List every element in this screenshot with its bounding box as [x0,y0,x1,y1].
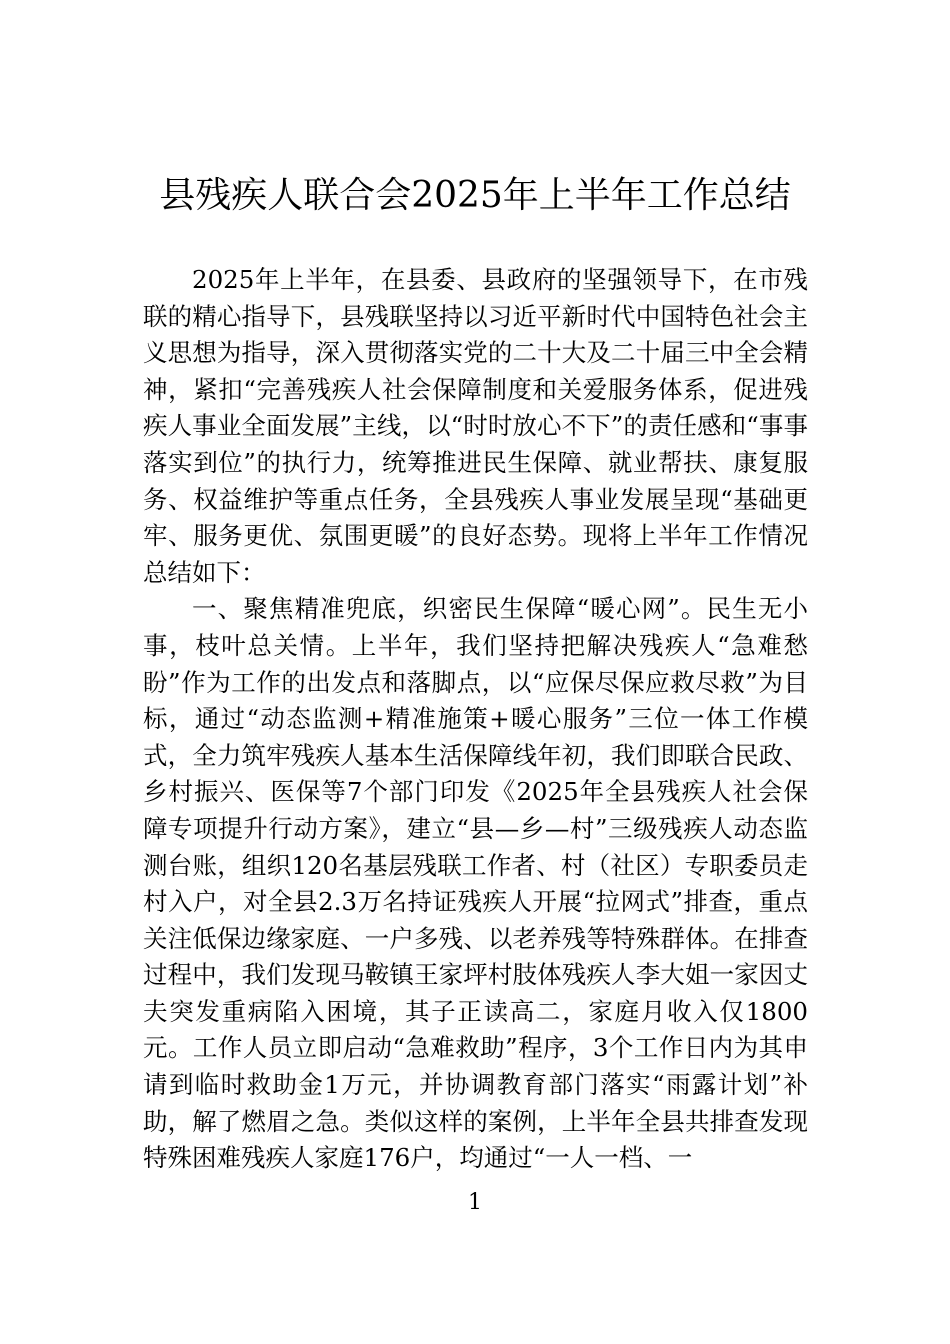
paragraph-intro: 2025年上半年，在县委、县政府的坚强领导下，在市残联的精心指导下，县残联坚持以习近平新时代中国特色社会主义思想为指导，深入贯彻落实党的二十大及二十届三中全会精神，紧扣“完善残疾人社会保障制度和关爱服务体系，促进残疾人事业全面发展”主线，以“时时放心不下”的责任感和“事事落实到位”的执行力，统筹推进民生保障、就业帮扶、康复服务、权益维护等重点任务，全县残疾人事业发展呈现“基础更牢、服务更优、氛围更暖”的良好态势。现将上半年工作情况总结如下： [143,265,808,587]
document-body [143,262,808,1177]
document-title: 县残疾人联合会2025年上半年工作总结 [159,175,791,216]
paragraph-section-one: 一、聚焦精准兜底，织密民生保障“暖心网”。民生无小事，枝叶总关情。上半年，我们坚持把解决残疾人“急难愁盼”作为工作的出发点和落脚点，以“应保尽保应救尽救”为目标，通过“动态监测+精准施策+暖心服务”三位一体工作模式，全力筑牢残疾人基本生活保障线年初，我们即联合民政、乡村振兴、医保等7个部门印发《2025年全县残疾人社会保障专项提升行动方案》，建立“县—乡—村”三级残疾人动态监测台账，组织120名基层残联工作者、村（社区）专职委员走村入户，对全县2.3万名持证残疾人开展“拉网式”排查，重点关注低保边缘家庭、一户多残、以老养残等特殊群体。在排查过程中，我们发现马鞍镇王家坪村肢体残疾人李大姐一家因丈夫突发重病陷入困境，其子正读高二，家庭月收入仅1800元。工作人员立即启动“急难救助”程序，3个工作日内为其申请到临时救助金1万元，并协调教育部门落实“雨露计划”补助，解了燃眉之急。类似这样的案例，上半年全县共排查发现特殊困难残疾人家庭176户，均通过“一人一档、一 [143,594,808,1173]
page-number: 1 [468,1190,482,1215]
